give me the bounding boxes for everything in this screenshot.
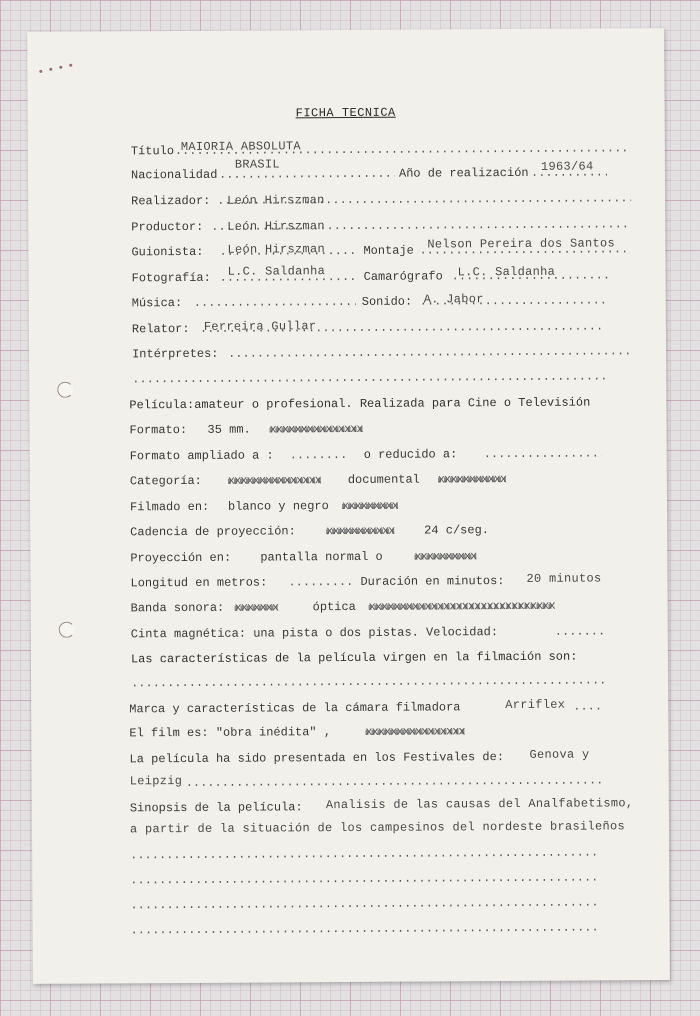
field-guionista bbox=[131, 236, 631, 260]
line-longitud bbox=[130, 572, 630, 591]
ink-dot bbox=[59, 66, 62, 69]
sinopsis-dots-2 bbox=[130, 869, 598, 888]
punch-hole-top bbox=[57, 382, 73, 398]
line-caracteristicas: Las características de la película virgen en la filmación son: bbox=[130, 649, 578, 667]
ink-dot bbox=[39, 70, 42, 73]
caracteristicas-continuation bbox=[131, 672, 631, 691]
categoria-value: documental bbox=[347, 472, 420, 488]
categoria-label: Categoría: bbox=[129, 473, 202, 489]
cadencia-struck: xxxxxxxxxxx bbox=[326, 523, 395, 539]
ano-value: 1963/64 bbox=[540, 159, 594, 174]
proyeccion-struck: xxxxxxxxxx bbox=[414, 549, 477, 564]
relator-value: Ferreira Gullar bbox=[203, 319, 317, 334]
line-formato bbox=[129, 419, 629, 438]
proyeccion-value: pantalla normal o bbox=[260, 549, 383, 565]
interpretes-dots bbox=[228, 343, 632, 361]
realizador-value: León Hirszman bbox=[227, 193, 325, 208]
line-pelicula: Película:amateur o profesional. Realizada para Cine o Televisión bbox=[129, 395, 591, 413]
field-nacionalidad bbox=[130, 157, 631, 183]
reducido-label: o reducido a: bbox=[363, 447, 458, 462]
cinta-dots bbox=[555, 623, 603, 639]
musica-dots bbox=[194, 294, 356, 311]
field-musica bbox=[132, 292, 632, 311]
guionista-value: León Hirszman bbox=[227, 242, 325, 257]
sinopsis-dots-1 bbox=[130, 844, 598, 863]
banda-struck-2: xxxxxxxxxxxxxxxxxxxxxxxxxxxxxx bbox=[368, 598, 555, 614]
ink-dot bbox=[49, 68, 52, 71]
line-marca bbox=[129, 698, 629, 717]
page-title: FICHA TECNICA bbox=[295, 105, 396, 121]
document-page bbox=[27, 28, 670, 984]
punch-hole-bottom bbox=[59, 622, 75, 638]
line-festivales bbox=[129, 748, 629, 767]
line-film bbox=[129, 722, 629, 741]
line-banda bbox=[131, 597, 631, 616]
formato-struck: xxxxxxxxxxxxxxx bbox=[269, 421, 363, 437]
marca-value: Arriflex bbox=[505, 697, 566, 713]
sinopsis-value: Analisis de las causas del Analfabetismo, bbox=[325, 796, 634, 813]
sinopsis-dots-3 bbox=[130, 894, 598, 913]
formato-ampliado-label: Formato ampliado a : bbox=[129, 448, 274, 464]
field-titulo bbox=[131, 140, 631, 159]
productor-value: León Hirszman bbox=[227, 219, 325, 234]
filmado-struck: xxxxxxxxx bbox=[341, 498, 398, 514]
film-label: El film es: "obra inédita" , bbox=[129, 725, 332, 741]
festivales-label: La película ha sido presentada en los Festivales de: bbox=[129, 750, 505, 767]
ampliado-dots bbox=[290, 447, 350, 463]
filmado-label: Filmado en: bbox=[129, 499, 210, 515]
formato-value: 35 mm. bbox=[207, 422, 251, 437]
fotografia-label: Fotografía: bbox=[131, 270, 211, 286]
realizador-label: Realizador: bbox=[131, 193, 211, 209]
camarografo-label: Camarógrafo bbox=[363, 269, 443, 284]
duracion-label: Duración en minutos: bbox=[360, 574, 505, 589]
fotografia-value: L.C. Saldanha bbox=[227, 264, 326, 279]
titulo-label: Título bbox=[130, 144, 175, 159]
field-realizador bbox=[131, 190, 631, 209]
reducido-dots bbox=[484, 445, 602, 462]
banda-label: Banda sonora: bbox=[130, 600, 225, 616]
banda-struck-1: xxxxxxx bbox=[234, 600, 279, 615]
marca-label: Marca y características de la cámara filmadora bbox=[129, 700, 461, 717]
marca-dots bbox=[573, 698, 603, 714]
formato-label: Formato: bbox=[129, 422, 188, 438]
cinta-label: Cinta magnética: una pista o dos pistas. Velocidad: bbox=[130, 625, 499, 642]
titulo-value: MAIORIA ABSOLUTA bbox=[180, 139, 301, 155]
duracion-value: 20 minutos bbox=[526, 571, 602, 586]
field-relator bbox=[132, 318, 632, 337]
longitud-dots bbox=[288, 574, 352, 590]
ink-dot bbox=[69, 64, 72, 67]
line-filmado bbox=[130, 496, 630, 515]
sinopsis-blank-2 bbox=[130, 869, 630, 888]
festivales-value-2: Leipzig bbox=[129, 774, 183, 789]
sinopsis-blank-3 bbox=[130, 894, 630, 913]
field-fotografia bbox=[131, 264, 632, 286]
montaje-label: Montaje bbox=[363, 243, 414, 258]
sonido-value: A. Jabor bbox=[423, 292, 484, 307]
relator-label: Relator: bbox=[131, 321, 190, 337]
line-categoria bbox=[130, 470, 630, 489]
montaje-value: Nelson Pereira dos Santos bbox=[427, 236, 615, 252]
sinopsis-dots-4 bbox=[131, 919, 599, 938]
field-productor bbox=[131, 216, 631, 235]
festivales-value: Genova y bbox=[529, 747, 590, 762]
banda-value: óptica bbox=[312, 599, 356, 615]
interpretes-label: Intérpretes: bbox=[132, 346, 219, 362]
productor-label: Productor: bbox=[131, 219, 204, 235]
interpretes-dots-2 bbox=[132, 368, 606, 387]
sonido-label: Sonido: bbox=[361, 294, 413, 309]
guionista-label: Guionista: bbox=[131, 244, 204, 260]
interpretes-continuation bbox=[132, 368, 632, 387]
caracteristicas-dots bbox=[131, 672, 605, 691]
proyeccion-label: Proyección en: bbox=[130, 550, 232, 566]
film-struck: xxxxxxxxxxxxxxxx bbox=[365, 724, 465, 739]
musica-label: Música: bbox=[131, 296, 183, 311]
field-interpretes bbox=[132, 343, 632, 362]
nacionalidad-label: Nacionalidad bbox=[130, 167, 218, 183]
line-sinopsis bbox=[130, 797, 650, 816]
cadencia-label: Cadencia de proyección: bbox=[130, 524, 296, 540]
sinopsis-blank-1 bbox=[130, 844, 630, 863]
festivales-continuation bbox=[130, 772, 630, 791]
festivales-dots bbox=[186, 772, 604, 791]
categoria-struck-2: xxxxxxxxxxx bbox=[437, 472, 507, 487]
line-cinta bbox=[131, 623, 631, 642]
ano-label: Año de realización bbox=[398, 165, 529, 181]
line-formato-ampliado bbox=[130, 445, 630, 464]
sinopsis-label: Sinopsis de la película: bbox=[129, 800, 303, 816]
camarografo-value: L.C. Saldanha bbox=[457, 264, 556, 280]
sinopsis-blank-4 bbox=[131, 919, 631, 938]
sinopsis-continuation bbox=[130, 820, 650, 839]
categoria-struck-1: xxxxxxxxxxxxxxx bbox=[227, 473, 321, 488]
line-proyeccion bbox=[130, 547, 630, 566]
nacionalidad-value: BRASIL bbox=[234, 157, 280, 172]
filmado-value: blanco y negro bbox=[227, 499, 329, 514]
line-cadencia bbox=[130, 521, 630, 540]
sinopsis-value-2: a partir de la situación de los campesinos del nordeste brasileños bbox=[129, 819, 626, 837]
longitud-label: Longitud en metros: bbox=[130, 575, 268, 591]
cadencia-value: 24 c/seg. bbox=[424, 523, 490, 538]
